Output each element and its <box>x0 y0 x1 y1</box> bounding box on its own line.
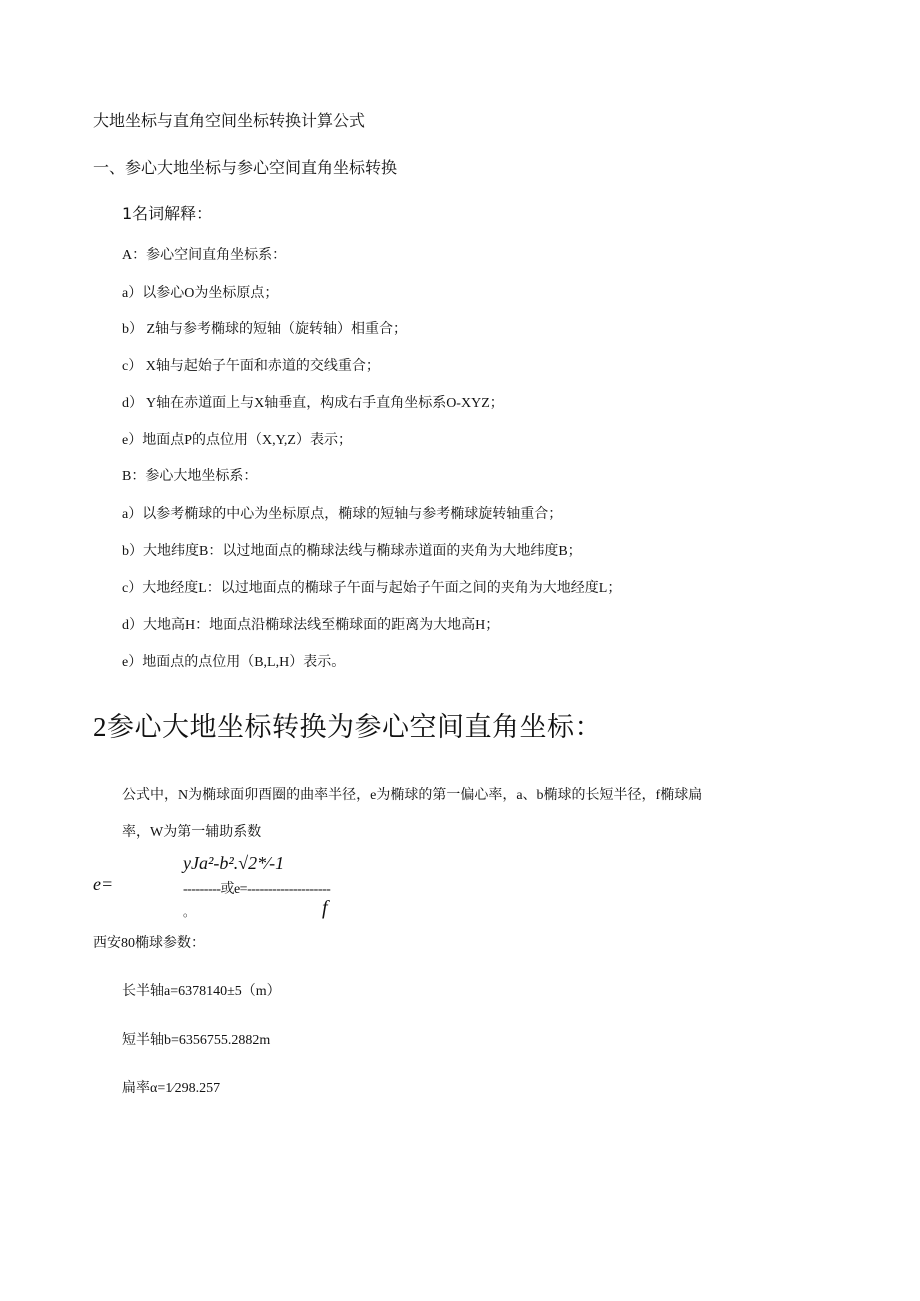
list-item: e）地面点的点位用（B,L,H）表示。 <box>122 655 346 670</box>
params-title: 西安80椭球参数： <box>93 936 205 951</box>
list-item: a）以参考椭球的中心为坐标原点，椭球的短轴与参考椭球旋转轴重合； <box>122 507 563 522</box>
subsection-1-heading: 1名词解释： <box>122 204 213 223</box>
formula-description-line-2: 率，W为第一辅助系数 <box>122 825 262 840</box>
formula-fraction-line <box>183 878 330 898</box>
list-item: e）地面点P的点位用（X,Y,Z）表示； <box>122 433 352 448</box>
param-semi-minor-axis: 短半轴b=6356755.2882m <box>122 1033 271 1048</box>
fraction-dashes: --------- <box>183 882 221 897</box>
formula-mark: 。 <box>183 905 196 919</box>
formula-rhs-prefix: e= <box>233 882 248 897</box>
list-item: b）大地纬度B：以过地面点的椭球法线与椭球赤道面的夹角为大地纬度B； <box>122 544 582 559</box>
list-item: b） Z轴与参考椭球的短轴（旋转轴）相重合； <box>122 322 408 337</box>
param-semi-major-axis: 长半轴a=6378140±5（m） <box>122 984 281 999</box>
list-item: c）大地经度L：以过地面点的椭球子午面与起始子午面之间的夹角为大地经度L； <box>122 581 622 596</box>
formula-f-symbol: f <box>322 897 328 919</box>
section-2-heading: 2参心大地坐标转换为参心空间直角坐标： <box>93 712 602 742</box>
list-item: A：参心空间直角坐标系： <box>122 248 287 263</box>
list-item: B：参心大地坐标系： <box>122 469 258 484</box>
document-title: 大地坐标与直角空间坐标转换计算公式 <box>93 111 366 130</box>
param-flattening: 扁率α=1⁄298.257 <box>122 1081 221 1096</box>
formula-description-line-1: 公式中，N为椭球面卯酉圈的曲率半径，e为椭球的第一偏心率，a、b椭球的长短半径，f椭球扁 <box>122 788 703 803</box>
section-1-heading: 一、参心大地坐标与参心空间直角坐标转换 <box>93 158 398 177</box>
list-item: c） X轴与起始子午面和赤道的交线重合； <box>122 359 380 374</box>
list-item: d）大地高H：地面点沿椭球法线至椭球面的距离为大地高H； <box>122 618 500 633</box>
formula-lhs: e= <box>93 874 114 894</box>
list-item: d） Y轴在赤道面上与X轴垂直，构成右手直角坐标系O-XYZ； <box>122 396 504 411</box>
formula-numerator: yJa²-b².√2*⁄-1 <box>183 853 285 873</box>
or-text: 或 <box>220 882 234 897</box>
list-item: a）以参心O为坐标原点； <box>122 286 279 301</box>
fraction-dashes-2: -------------------- <box>247 882 331 897</box>
